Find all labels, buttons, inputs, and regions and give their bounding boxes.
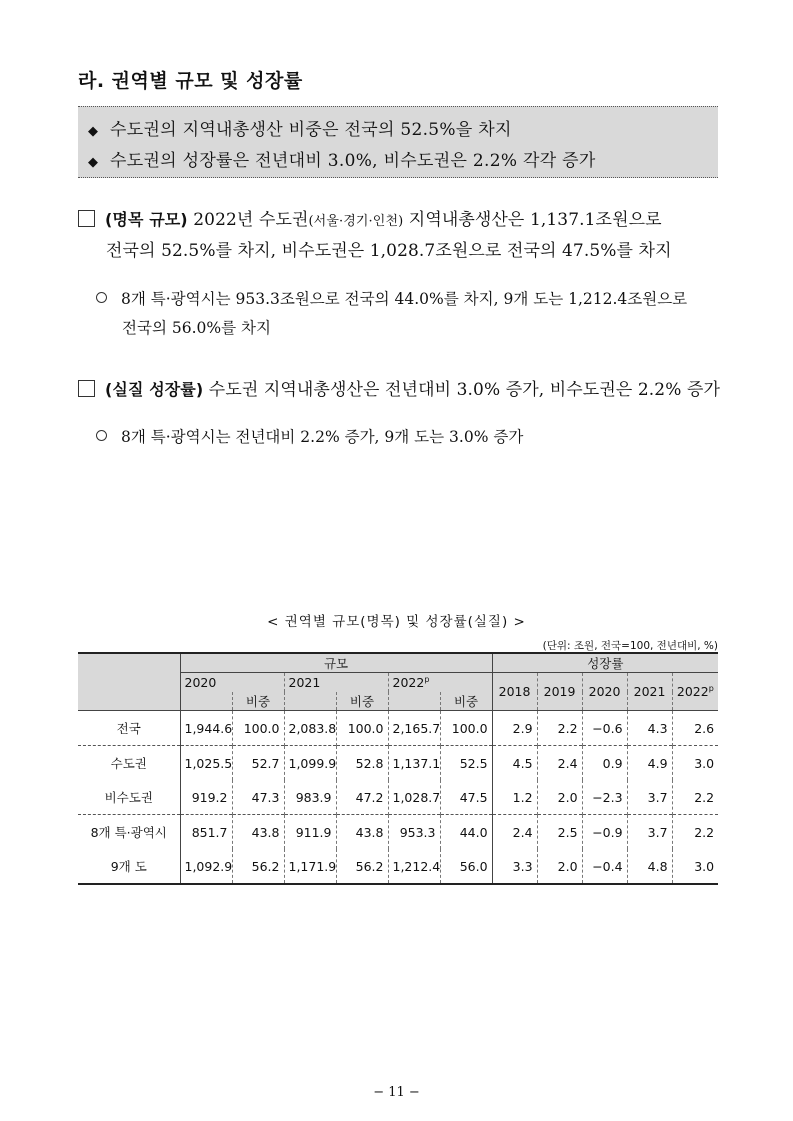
table-cell: 1,171.9: [284, 849, 336, 884]
summary-box: [78, 106, 718, 178]
para-line2: 전국의 52.5%를 차지, 비수도권은 1,028.7조원으로 전국의 47.5%를 차지: [106, 241, 672, 261]
table-cell: −2.3: [582, 780, 627, 815]
header-growth: 성장률: [492, 653, 718, 673]
growth-year: 2021: [627, 673, 672, 711]
growth-year: 2019: [537, 673, 582, 711]
year-2020: 2020: [180, 673, 284, 692]
table-cell: 56.0: [440, 849, 492, 884]
table-unit: (단위: 조원, 전국=100, 전년대비, %): [542, 640, 718, 652]
table-row: [78, 746, 718, 781]
table-cell: 1,099.9: [284, 746, 336, 781]
table-cell: 43.8: [232, 815, 284, 850]
table-cell: 100.0: [232, 711, 284, 746]
diamond-bullet-icon: ◆: [88, 155, 99, 170]
sub-bullet-growth: [96, 425, 523, 447]
summary-line: [88, 146, 596, 171]
region-table: [78, 652, 718, 885]
share-label: 비중: [336, 692, 388, 711]
table-cell: 851.7: [180, 815, 232, 850]
share-label: 비중: [440, 692, 492, 711]
share-label: 비중: [232, 692, 284, 711]
table-cell: 52.7: [232, 746, 284, 781]
table-cell: 2.0: [537, 780, 582, 815]
table-cell: 919.2: [180, 780, 232, 815]
table-cell: 47.5: [440, 780, 492, 815]
table-cell: 1,137.1: [388, 746, 440, 781]
table-cell: 4.8: [627, 849, 672, 884]
row-label: 수도권: [78, 746, 180, 781]
year-2022: 2022$^p$: [388, 673, 492, 692]
table-cell: 47.3: [232, 780, 284, 815]
table-cell: 983.9: [284, 780, 336, 815]
table-title: < 권역별 규모(명목) 및 성장률(실질) >: [267, 614, 526, 630]
table-cell: 1,212.4: [388, 849, 440, 884]
sub-bullet-nominal: [96, 287, 687, 309]
row-label: 9개 도: [78, 849, 180, 884]
table-row: [78, 815, 718, 850]
circle-bullet-icon: [96, 292, 107, 303]
table-cell: 1,028.7: [388, 780, 440, 815]
table-cell: 3.0: [672, 746, 718, 781]
table-header-row: [78, 653, 718, 673]
table-cell: 2.5: [537, 815, 582, 850]
header-size: 규모: [180, 653, 492, 673]
diamond-bullet-icon: ◆: [88, 124, 99, 139]
table-cell: 2.4: [537, 746, 582, 781]
table-cell: 2.0: [537, 849, 582, 884]
table-cell: 4.3: [627, 711, 672, 746]
checkbox-square-icon: [78, 210, 95, 227]
table-cell: 1,025.5: [180, 746, 232, 781]
table-cell: 0.9: [582, 746, 627, 781]
table-cell: 2.2: [672, 780, 718, 815]
table-cell: −0.9: [582, 815, 627, 850]
table-cell: 911.9: [284, 815, 336, 850]
paragraph-nominal-size: [78, 205, 662, 230]
growth-year: 2018: [492, 673, 537, 711]
table-row: [78, 711, 718, 746]
summary-text: 수도권의 성장률은 전년대비 3.0%, 비수도권은 2.2% 각각 증가: [110, 151, 596, 171]
section-title: 라. 권역별 규모 및 성장률: [78, 70, 303, 92]
table-cell: 2,083.8: [284, 711, 336, 746]
page-number: − 11 −: [373, 1085, 420, 1100]
table-row: [78, 780, 718, 815]
table-cell: 52.8: [336, 746, 388, 781]
table-cell: 3.7: [627, 780, 672, 815]
table-cell: −0.6: [582, 711, 627, 746]
para-text: 2022년 수도권: [193, 210, 309, 230]
row-label: 비수도권: [104, 790, 153, 805]
sub-text: 8개 특·광역시는 953.3조원으로 전국의 44.0%를 차지, 9개 도는 1,212.4조원으로: [121, 290, 688, 308]
para-paren: (서울·경기·인천): [308, 214, 404, 229]
table-cell: 3.0: [672, 849, 718, 884]
table-cell: 4.9: [627, 746, 672, 781]
table-cell: 47.2: [336, 780, 388, 815]
para-label: (실질 성장률): [105, 380, 204, 399]
table-cell: 1,944.6: [180, 711, 232, 746]
table-cell: 3.7: [627, 815, 672, 850]
table-cell: −0.4: [582, 849, 627, 884]
sub-text-line2: 전국의 56.0%를 차지: [122, 319, 271, 337]
table-cell: 100.0: [440, 711, 492, 746]
table-cell: 52.5: [440, 746, 492, 781]
summary-text: 수도권의 지역내총생산 비중은 전국의 52.5%을 차지: [110, 120, 512, 140]
para-text: 지역내총생산은 1,137.1조원으로: [408, 210, 662, 230]
table-cell: 44.0: [440, 815, 492, 850]
table-cell: 56.2: [232, 849, 284, 884]
table-cell: 1.2: [492, 780, 537, 815]
table-body: [78, 711, 718, 885]
table-cell: 2.2: [537, 711, 582, 746]
table-cell: 56.2: [336, 849, 388, 884]
table-row: [78, 849, 718, 884]
para-label: (명목 규모): [105, 210, 188, 229]
table-cell: 2.4: [492, 815, 537, 850]
paragraph-real-growth: [78, 375, 720, 400]
table-cell: 43.8: [336, 815, 388, 850]
para-text: 수도권 지역내총생산은 전년대비 3.0% 증가, 비수도권은 2.2% 증가: [208, 380, 721, 400]
table-cell: 1,092.9: [180, 849, 232, 884]
row-label: 전국: [116, 721, 141, 736]
table-cell: 100.0: [336, 711, 388, 746]
sub-text: 8개 특·광역시는 전년대비 2.2% 증가, 9개 도는 3.0% 증가: [121, 428, 524, 446]
header-blank: [78, 653, 180, 711]
table-cell: 953.3: [388, 815, 440, 850]
table-cell: 2.6: [672, 711, 718, 746]
summary-line: [88, 115, 512, 140]
row-label: 8개 특·광역시: [78, 815, 180, 850]
growth-year: 2022$^p$: [672, 673, 718, 711]
table-cell: 2.9: [492, 711, 537, 746]
year-2021: 2021: [284, 673, 388, 692]
circle-bullet-icon: [96, 430, 107, 441]
table-cell: 2.2: [672, 815, 718, 850]
table-cell: 3.3: [492, 849, 537, 884]
table-cell: 2,165.7: [388, 711, 440, 746]
checkbox-square-icon: [78, 380, 95, 397]
growth-year: 2020: [582, 673, 627, 711]
table-cell: 4.5: [492, 746, 537, 781]
